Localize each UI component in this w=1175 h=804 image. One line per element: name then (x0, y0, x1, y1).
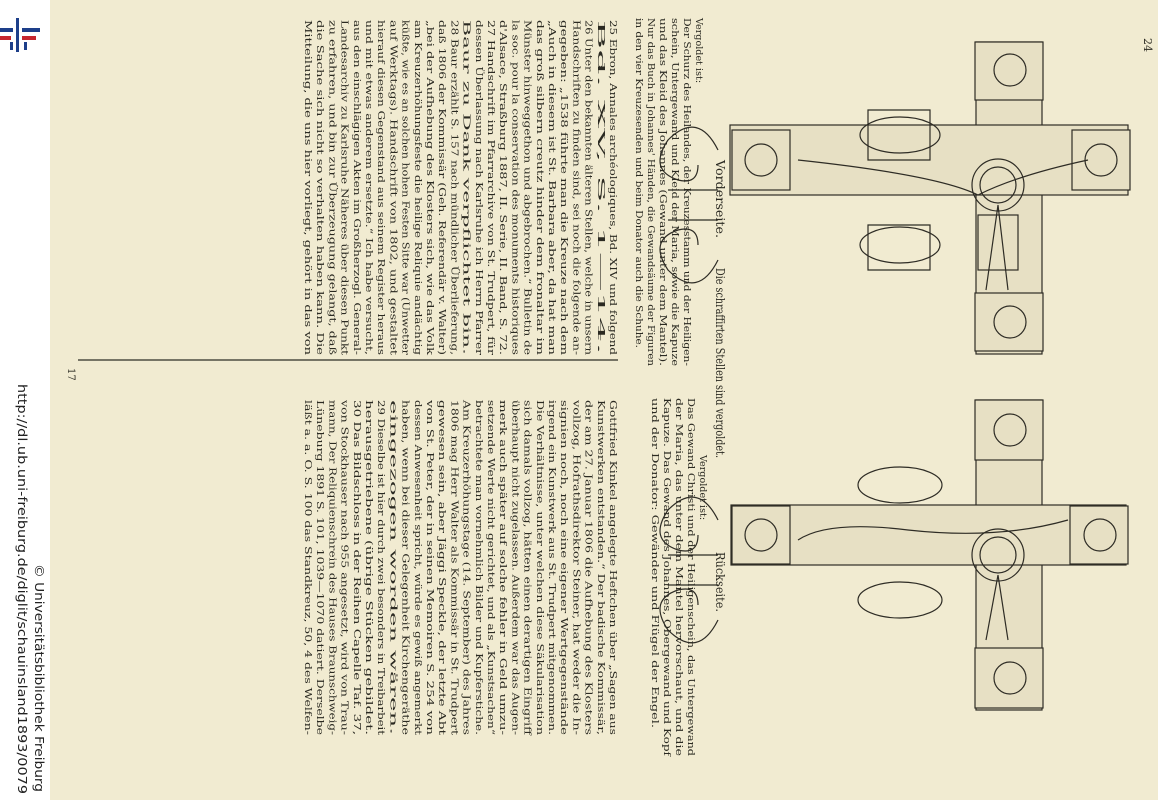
footnote-line: am Kreuzerhöhungsfeste die heilige Reliquie andächtig (411, 20, 423, 291)
footnote-line: Bd. XV, S. 1—14. (594, 20, 606, 101)
svg-text:schein, Untergewand und Kleid: schein, Untergewand und Kleid der Maria, sowie die Kapuze (669, 18, 680, 314)
footnote-line: Lüneburg 1891 S. 101, 1039—1070 datiert. Derselbe (314, 400, 326, 659)
footnote-line: dessen Überlassung nach Karlsruhe ich Herrn Pfarrer (472, 20, 484, 285)
footnote-line: irgend ein Kunstwerk aus St. Trudpert mitgenommen. (546, 400, 557, 665)
footnote-line: Mitteilung, die uns hier vorliegt, gehört in das von (302, 20, 313, 267)
footnote-line: und mit etwas anderem ersetzte.“ Ich habe versucht, (363, 20, 374, 279)
svg-text:in den vier Kreuzesenden und b: in den vier Kreuzesenden und beim Donator auch die Schuhe. (633, 18, 644, 321)
footnote-line: „bei der Aufhebung des Klosters sich, wie das Volk (424, 20, 435, 268)
svg-text:Kapuze. Das Gewand des Johanne: Kapuze. Das Gewand des Johannes, Obergewand und Kopf (661, 398, 672, 684)
footnote-line: haben, wenn bei dieser Gelegenheit Kirchengeräthe (399, 400, 411, 655)
footnote-line: daß 1806 der Kommissär (Geh. Referendär v. Walter) (436, 20, 448, 279)
footnote-line: dessen Anwesenheit spricht, würde es gewiß angemerkt (411, 400, 423, 676)
svg-text:der Maria, das unter dem Mante: der Maria, das unter dem Mantel hervorschaut, und die (673, 398, 684, 671)
footnote-line: die Sache sich nicht so verhalten haben kann. Die (314, 20, 326, 264)
footnote-line: merk auch später auf solche fehler in Geld umzu- (497, 400, 509, 641)
footnote-line: aus den einschlägigen Akten im Großherzogl. General- (350, 20, 362, 287)
scanned-page (50, 0, 1158, 800)
footer-number: 17 (65, 368, 76, 381)
crucifix-back-illustration (660, 400, 1128, 710)
footnote-line: auf Werktags). Handschrift von 1802, und gestaltet (387, 20, 399, 271)
footnote-line: küßte, wie es an solchen hohen Festen Sitte war (Unwetter (399, 20, 411, 309)
footnote-line: Am Kreuzerhöhungstage (14. September) des Jahres (460, 400, 472, 657)
footnote-line: signien noch, noch eine eigener Wertgegenstände (558, 400, 570, 644)
copyright-notice: © Universitätsbibliothek Freiburg (32, 564, 46, 772)
footnotes-left-column (302, 20, 618, 356)
crucifix-front-illustration (660, 42, 1130, 354)
footnote-line: das groß silbern creutz hinder dem fronaltar im (533, 20, 545, 254)
footnote-line: zu erfahren, und bin zur Überzeugung gelangt, daß (326, 20, 338, 272)
footnote-line: läßt a. a. O. S. 100 das Standkreuz, 50, 4 des Welfen- (302, 400, 313, 659)
footnote-line: herausgetriebene (übrige Stücken gebildet. (363, 400, 374, 614)
viewer-sidebar (0, 0, 50, 800)
footnote-line: 25 Ebron, Annales archéologiques, Bd. XIV und folgend (607, 20, 618, 292)
caption-front: Vorderseite. (713, 160, 727, 234)
footnote-line: 28 Baur erzählt S. 157 nach mündlicher Überlieferung, (448, 20, 460, 290)
caption-gilded-note: Die schraffirten Stellen sind vergoldet. (713, 268, 727, 505)
svg-text:Das Gewand Christi und der Hei: Das Gewand Christi und der Heiligenschein, das Untergewand (685, 398, 696, 705)
right-intro-text (649, 398, 696, 758)
footnote-line: 29 Dieselbe ist hier durch zwei besonders in Treibarbeit (375, 400, 387, 675)
footnote-line: von Stockhauser nach 955 angesetzt, wird von Trau- (338, 400, 350, 657)
footnote-line: 30 Das Bildschloss in der Reihen Capelle Taf. 37, (350, 400, 362, 639)
footnote-line: sich damals vollzog, hätten einen derartigen Eingriff (521, 400, 533, 657)
footnote-line: Gottfried Kinkel angelegte Heftchen über „Sagen aus (607, 400, 618, 662)
footnote-line: Kunstwerken entstanden.“ Der badische Kommissär, (594, 400, 606, 657)
svg-text:Der Schurz des Heilandes, der: Der Schurz des Heilandes, der Kreuzesstamm und der Heiligen- (681, 18, 692, 331)
viewer-sidebar-text (2, 0, 46, 800)
svg-text:Nur das Buch in Johannes' Händ: Nur das Buch in Johannes' Händen, die Gewandsäume der Figuren (645, 18, 656, 345)
footnote-line: hierauf diesen Gegenstand aus seinem Register heraus (375, 20, 387, 289)
svg-text:und der Donator: Gewänder und: und der Donator: Gewänder und Flügel der Engel. (649, 398, 660, 644)
right-heading: Vergoldet ist: (697, 455, 708, 521)
footnote-line: d'Alsace, Straßburg 1887, II. Serie, II. Band, S. 72. (497, 20, 509, 269)
footnote-line: 1806 mag Herr Walter als Kommissär in St. Trudpert (448, 400, 460, 660)
footnote-line: Baur zu Dank verpflichtet bin. (460, 20, 472, 168)
footnote-line: la soc. pour la conservation des monuments historiques (509, 20, 521, 292)
footnote-line: von St. Peter, der in seinen Memoiren S. 254 von (424, 400, 435, 639)
left-heading: Vergoldet ist: (693, 18, 704, 84)
footnote-line: der am 27. Januar 1806 die Aufhebung des Klosters (582, 400, 594, 653)
footnote-line: betrachtete man vornehmlich Bilder und Kupferstiche. (472, 400, 484, 667)
footnote-line: eingezogen worden wären. (387, 400, 399, 532)
footnote-line: mann, Der Reliquienschrein des Hauses Braunschweig- (326, 400, 338, 671)
footnote-line: gewesen sein, aber Jäggi Speckle, der letzte Abt (436, 400, 448, 636)
footnote-line: überhaupt nicht zugelassen. Außerdem war das Augen- (509, 400, 521, 671)
footnote-line: „Auch in diesem ist St. Barbara aber, da hat man (546, 20, 557, 259)
footnote-line: vollzog, Hofrathsdirektor Steiner, hat weder die In- (570, 400, 582, 650)
footnote-line: gegeben: „1538 führte man die Kreuze nach dem (558, 20, 570, 261)
footnote-line: Landesarchiv zu Karlsruhe Näheres über diesen Punkt (338, 20, 350, 287)
source-url[interactable]: http://dl.ub.uni-freiburg.de/diglit/schauinsland1893/0079 (15, 384, 30, 740)
footnote-line: Handschriften zu finden sind, sei noch die folgende an- (570, 20, 582, 289)
footnote-line: setzende Werte nicht gerichtet, und als „Kunstsachen“ (485, 400, 496, 667)
footnotes-right-column (302, 399, 618, 737)
footnote-line: 27 Handschrift im Pfarrarchive von St. Trudpert, für (485, 20, 496, 277)
left-intro-text (633, 18, 692, 366)
caption-back: Rückseite. (713, 552, 727, 616)
footnote-line: Münster hinweggethon und abgebrochen.“ Bulletin de (521, 20, 533, 286)
footnote-line: 26 Unter den bekannten älteren Stellen, welche in unsern (582, 20, 594, 304)
page-number: 24 (1141, 38, 1154, 52)
svg-text:und das Kleid des Johannes (Ge: und das Kleid des Johannes (Gewand unter dem Mantel). (657, 18, 668, 296)
viewer-right-edge (1158, 0, 1175, 800)
footnote-line: Die Verhältnisse, unter welchen diese Säkularisation (533, 400, 545, 658)
